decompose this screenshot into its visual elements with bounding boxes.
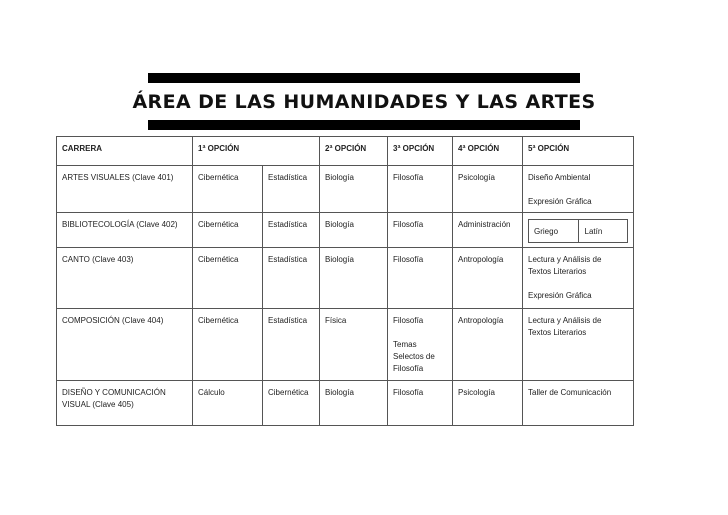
option-1-cell: Cibernética <box>193 248 263 309</box>
table-row <box>57 166 634 213</box>
option-5-cell <box>523 213 634 248</box>
option-1-cell: Cibernética <box>193 166 263 213</box>
option-3-cell <box>388 309 453 381</box>
carrera-cell <box>57 248 193 309</box>
option-5-subject: Expresión Gráfica <box>528 197 592 206</box>
option-4-cell: Antropología <box>453 309 523 381</box>
option-5-subject: Lectura y Análisis de <box>528 255 602 264</box>
option-1-cell: Estadística <box>263 248 320 309</box>
option-5-cell <box>523 381 634 426</box>
option-2-cell: Biología <box>320 213 388 248</box>
page-title: ÁREA DE LAS HUMANIDADES Y LAS ARTES <box>123 83 604 120</box>
option-5-subject: Lectura y Análisis de <box>528 316 602 325</box>
carrera-cell <box>57 381 193 426</box>
option-5-split <box>528 219 628 243</box>
option-5-cell <box>523 309 634 381</box>
carrera-name: COMPOSICIÓN (Clave 404) <box>62 316 164 325</box>
option-1-cell: Cibernética <box>193 309 263 381</box>
option-3-subject: Filosofía <box>393 255 424 264</box>
carrera-name: BIBLIOTECOLOGÍA (Clave 402) <box>62 220 178 229</box>
option-5-cell <box>523 166 634 213</box>
option-5-subject: Textos Literarios <box>528 267 587 276</box>
option-2-cell: Biología <box>320 381 388 426</box>
option-1-cell: Estadística <box>263 309 320 381</box>
option-3-cell <box>388 166 453 213</box>
carrera-cell <box>57 166 193 213</box>
option-3-subject: Filosofía <box>393 388 424 397</box>
option-5-subject: Taller de Comunicación <box>528 388 612 397</box>
carrera-name: VISUAL (Clave 405) <box>62 400 134 409</box>
title-banner <box>132 73 596 130</box>
option-4-cell: Psicología <box>453 166 523 213</box>
option-2-cell: Biología <box>320 166 388 213</box>
option-5-subject: Griego <box>529 220 579 243</box>
carrera-cell <box>57 213 193 248</box>
option-1-cell: Cibernética <box>193 213 263 248</box>
option-1-cell: Estadística <box>263 166 320 213</box>
header-opcion-4: 4ª OPCIÓN <box>453 137 523 166</box>
table-row <box>57 381 634 426</box>
option-3-subject: Filosofía <box>393 316 424 325</box>
option-3-subject: Filosofía <box>393 364 424 373</box>
option-2-cell: Física <box>320 309 388 381</box>
option-3-cell <box>388 248 453 309</box>
option-5-subject: Latín <box>578 220 628 243</box>
header-carrera: CARRERA <box>57 137 193 166</box>
carrera-cell <box>57 309 193 381</box>
header-opcion-2: 2ª OPCIÓN <box>320 137 388 166</box>
option-3-cell <box>388 213 453 248</box>
header-row <box>57 137 634 166</box>
option-3-subject: Filosofía <box>393 220 424 229</box>
header-opcion-1: 1ª OPCIÓN <box>193 137 320 166</box>
option-5-cell <box>523 248 634 309</box>
option-4-cell: Administración <box>453 213 523 248</box>
table-row <box>57 309 634 381</box>
table-row <box>57 213 634 248</box>
option-5-subject: Expresión Gráfica <box>528 291 592 300</box>
table-row <box>57 248 634 309</box>
options-table <box>56 136 634 426</box>
carrera-name: ARTES VISUALES (Clave 401) <box>62 173 174 182</box>
header-opcion-5: 5ª OPCIÓN <box>523 137 634 166</box>
option-3-subject: Filosofía <box>393 173 424 182</box>
carrera-name: DISEÑO Y COMUNICACIÓN <box>62 388 166 397</box>
option-4-cell: Psicología <box>453 381 523 426</box>
option-3-subject: Selectos de <box>393 352 435 361</box>
header-opcion-3: 3ª OPCIÓN <box>388 137 453 166</box>
option-3-cell <box>388 381 453 426</box>
option-1-cell: Cibernética <box>263 381 320 426</box>
option-1-cell: Estadística <box>263 213 320 248</box>
option-5-subject: Diseño Ambiental <box>528 173 591 182</box>
option-4-cell: Antropología <box>453 248 523 309</box>
option-3-subject: Temas <box>393 340 417 349</box>
option-5-subject: Textos Literarios <box>528 328 587 337</box>
option-1-cell: Cálculo <box>193 381 263 426</box>
option-2-cell: Biología <box>320 248 388 309</box>
carrera-name: CANTO (Clave 403) <box>62 255 134 264</box>
